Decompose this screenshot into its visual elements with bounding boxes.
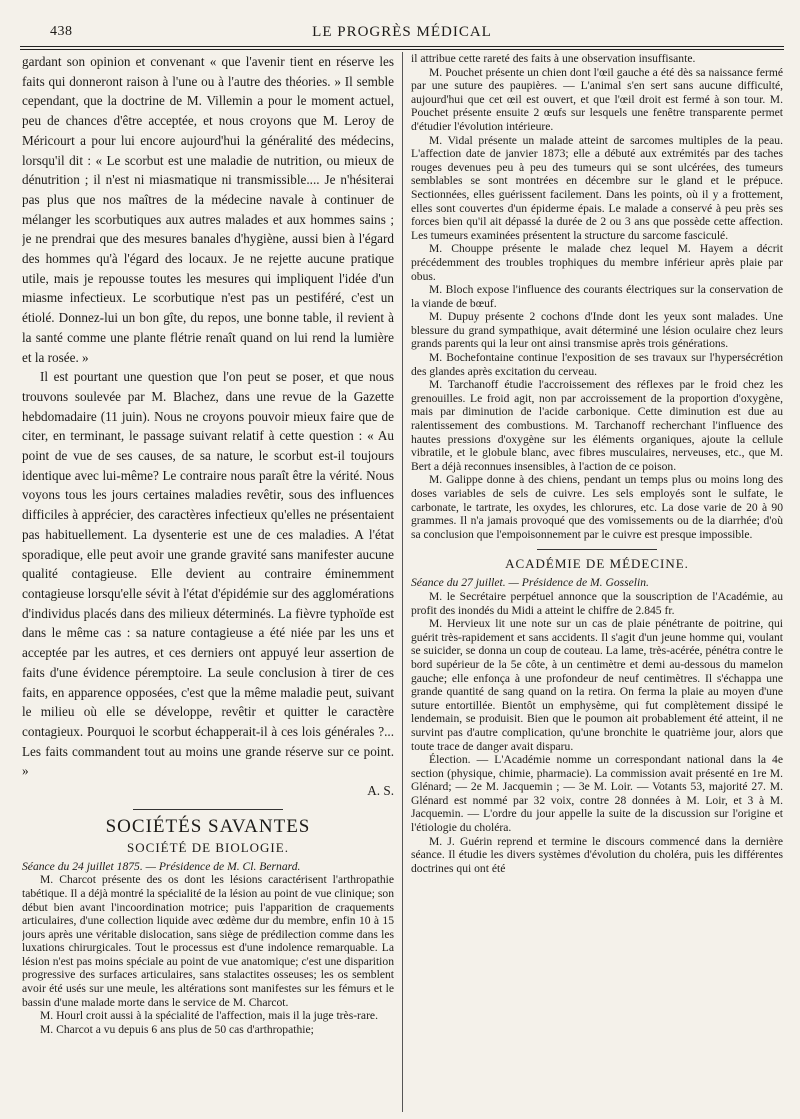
page-number: 438 xyxy=(50,24,73,39)
paragraph: M. Tarchanoff étudie l'accroissement des réflexes par le froid chez les grenouilles. Le froid agit, non par accroissement de la proportion d'oxygène, mais par diminution de l'acide carbonique. Cette diminution est due au ralentissement des combustions. M. Tarchanoff recherchant l'influence des hautes pressions d'oxygène sur les éléments organiques, ajoute la cellule vibratile, et le globule blanc, avec fibres musculaires, nerveuses, etc., que M. Bert a déjà reconnues insensibles, à l'action de ce poison. xyxy=(411,378,783,473)
paragraph: M. Hervieux lit une note sur un cas de plaie pénétrante de poitrine, qui guérit très-rapidement et sans accidents. Il s'agit d'un jeune homme qui, voulant se suicider, se donna un coup de couteau. La lame, très-acérée, pénétra contre le bord supérieur de la 5e côte, à un centimètre et demi au-dessous du mamelon gauche; elle enfonça à une profondeur de neuf centimètres. Il s'échappa une grande quantité de sang quand on la retira. On ferma la plaie au moyen d'une suture entortillée. Bientôt un emphysème, qui fut complètement dissipé le lendemain, se produisit. Bien que le poumon ait probablement été atteint, il ne survint pas d'autre complication, qu'une bronchite le quatrième jour, alors que toute trace de danger avait disparu. xyxy=(411,617,783,753)
academy-heading: ACADÉMIE DE MÉDECINE. xyxy=(505,556,689,572)
paragraph: Élection. — L'Académie nomme un correspondant national dans la 4e section (physique, chimie, pharmacie). La commission avait présenté en 1re M. Glénard; — 2e M. Jacquemin ; — 3e M. Loir. — Votants 53, majorité 27. M. Glénard est nommé par 32 voix, contre 28 données à M. Loir, et 3 à M. Jacquemin. — L'ordre du jour appelle la suite de la discussion sur l'origine et l'étiologie du choléra. xyxy=(411,753,783,835)
paragraph: gardant son opinion et convenant « que l'avenir tient en réserve les faits qui donneront raison à l'une ou à l'autre des théories. » Il semble cependant, que la doctrine de M. Villemin a pour le moment actuel, peu de chances d'être acceptée, et nous croyons que M. Leroy de Méricourt a pour lui encore aujourd'hui la généralité des médecins, lorsqu'il dit : « Le scorbut est une maladie de nutrition, ou mieux de dénutrition ; il n'est ni miasmatique ni transmissible.... Je n'hésiterai pas plus que nos maîtres de la médecine navale à continuer de mélanger les scorbutiques aux autres malades et aux hommes sains ; je ne prendrai que des mesures banales d'hygiène, aussi bien à l'égard des hommes qu'à l'égard des locaux. Je ne rejette aucune pratique utile, mais je repousse toutes les mesures qui impliquent l'idée d'un miasme infectieux. Le scorbutique n'est pas un pestiféré, c'est un étiolé. Donnez-lui un bon gîte, du repos, une bonne table, il revient à la santé comme une plante flétrie renaît quand on lui rend la lumière et la rosée. » xyxy=(22,54,394,365)
column-divider xyxy=(402,52,403,1112)
paragraph: M. le Secrétaire perpétuel annonce que la souscription de l'Académie, au profit des inondés du Midi a atteint le chiffre de 2.845 fr. xyxy=(411,589,783,617)
journal-title: LE PROGRÈS MÉDICAL xyxy=(312,24,492,40)
paragraph: M. J. Guérin reprend et termine le discours commencé dans la dernière séance. Il étudie les divers systèmes d'évolution du choléra, puis les différentes doctrines qui ont été xyxy=(411,834,783,875)
paragraph: M. Bochefontaine continue l'exposition de ses travaux sur l'hypersécrétion des glandes après excitation du cerveau. xyxy=(411,351,783,378)
section-separator xyxy=(133,809,283,810)
paragraph: M. Hourl croit aussi à la spécialité de l'affection, mais il la juge très-rare. xyxy=(40,1009,378,1023)
paragraph: M. Charcot a vu depuis 6 ans plus de 50 cas d'arthropathie; xyxy=(40,1022,314,1036)
society-heading: SOCIÉTÉ DE BIOLOGIE. xyxy=(127,839,289,855)
paragraph: M. Dupuy présente 2 cochons d'Inde dont les yeux sont malades. Une blessure du grand sympathique, avait déterminé une lésion oculaire chez leurs grands parents qui la leur ont ainsi transmise après trois générations. xyxy=(411,310,783,351)
header-rule-thin xyxy=(20,49,784,50)
right-column xyxy=(411,52,783,875)
section-separator xyxy=(537,549,657,550)
paragraph: M. Chouppe présente le malade chez lequel M. Hayem a décrit précédemment des troubles trophiques du membre inférieur après plaie par obus. xyxy=(411,242,783,283)
paragraph: M. Galippe donne à des chiens, pendant un temps plus ou moins long des doses variables de sels de cuivre. Les sels employés sont le sulfate, le carbonate, le tartrate, les oxydes, les chlorures, etc. La dose varie de 20 à 90 grammes. Il n'a jamais provoqué que des vomissements ou de la diarrhée; d'où sa conclusion que l'empoisonnement par le cuivre est presque impossible. xyxy=(411,473,783,541)
paragraph: Il est pourtant une question que l'on peut se poser, et que nous trouvons soulevée par M. Blachez, dans une revue de la Gazette hebdomadaire (11 juin). Nous ne croyons pouvoir mieux faire que de citer, en terminant, le passage suivant relatif à cette question : « Au point de vue de ses causes, de sa nature, le scorbut est-il toujours identique avec lui-même? Le contraire nous paraît être la vérité. Nous voyons tous les jours certaines maladies revêtir, sous des influences difficiles à apprécier, des caractères infectieux qu'elles ne présentaient pas habituellement. La dysenterie est une de ces maladies. A l'état sporadique, elle peut avoir une grande gravité sans manifester aucune qualité contagieuse. Elle devient au contraire éminemment contagieuse lorsqu'elle sévit à l'état d'épidémie sur des agglomérations d'individus placés dans des milieux déterminés. La fièvre typhoïde est dans le même cas : sa nature contagieuse a été niée par les uns et acceptée par les autres, et ces derniers ont appuyé leur assertion de faits d'une évidence péremptoire. La seule conclusion à tirer de ces faits, en apparence opposées, c'est que la même maladie peut, suivant le milieu où elle se développe, revêtir et quitter le caractère contagieux. Pourquoi le scorbut échapperait-il à ces lois générales ?... Les faits commandent tout au moins une grande réserve sur ce point. » xyxy=(22,369,394,779)
author-signature: A. S. xyxy=(367,783,394,799)
paragraph: il attribue cette rareté des faits à une observation insuffisante. xyxy=(411,52,696,65)
paragraph: M. Vidal présente un malade atteint de sarcomes multiples de la peau. L'affection date de janvier 1873; elle a débuté aux extrémités par des taches rouges devenues peu à peu des tumeurs qui se sont ulcérées, des tumeurs semblables se sont montrées en décembre sur le gland et le prépuce. Sectionnées, elles guérissent facilement. Dans les points, où il y a frottement, elles sont couvertes d'un épiderme épais. Le malade a conservé à peu près ses forces bien qu'il ait dépassé la durée de 2 ou 3 ans que possède cette affection. Les tumeurs examinées présentent la structure du sarcome fasciculé. xyxy=(411,133,783,242)
paragraph: M. Charcot présente des os dont les lésions caractérisent l'arthropathie tabétique. Il a déjà montré la spécialité de la lésion au point de vue clinique; son début bien avant l'incoordination motrice; puis l'apparition de craquements articulaires, d'une collection liquide avec œdème dur du membre, enfin 10 à 15 jours après une véritable dislocation, sans siège de prédilection comme dans les luxations chirurgicales. Tout le processus est d'une indolence remarquable. La lésion n'est pas moins spéciale au point de vue anatomique; c'est une disparition progressive des surfaces articulaires, sans stalactites osseuses; les os semblent avoir été usés sur une meule, les altérations sont manifestes sur les fémurs et le bassin d'une malade morte dans le service de M. Charcot. xyxy=(22,873,394,1009)
page-header xyxy=(20,22,784,42)
paragraph: M. Pouchet présente un chien dont l'œil gauche a été dès sa naissance fermé par une suture des paupières. — L'animal s'en sert sans aucune difficulté, aujourd'hui que cet œil est ouvert, et que l'œil droit est fermé à son tour. M. Pouchet présente ensuite 2 œufs sur lesquels une fenêtre transparente permet d'étudier l'évolution intérieure. xyxy=(411,65,783,133)
header-rule xyxy=(20,46,784,47)
paragraph: M. Bloch expose l'influence des courants électriques sur la conservation de la viande de bœuf. xyxy=(411,283,783,310)
session-line: Séance du 27 juillet. — Présidence de M. Gosselin. xyxy=(411,576,649,590)
session-line: Séance du 24 juillet 1875. — Présidence de M. Cl. Bernard. xyxy=(22,859,301,873)
section-heading: SOCIÉTÉS SAVANTES xyxy=(105,815,311,837)
left-column xyxy=(22,52,394,1036)
